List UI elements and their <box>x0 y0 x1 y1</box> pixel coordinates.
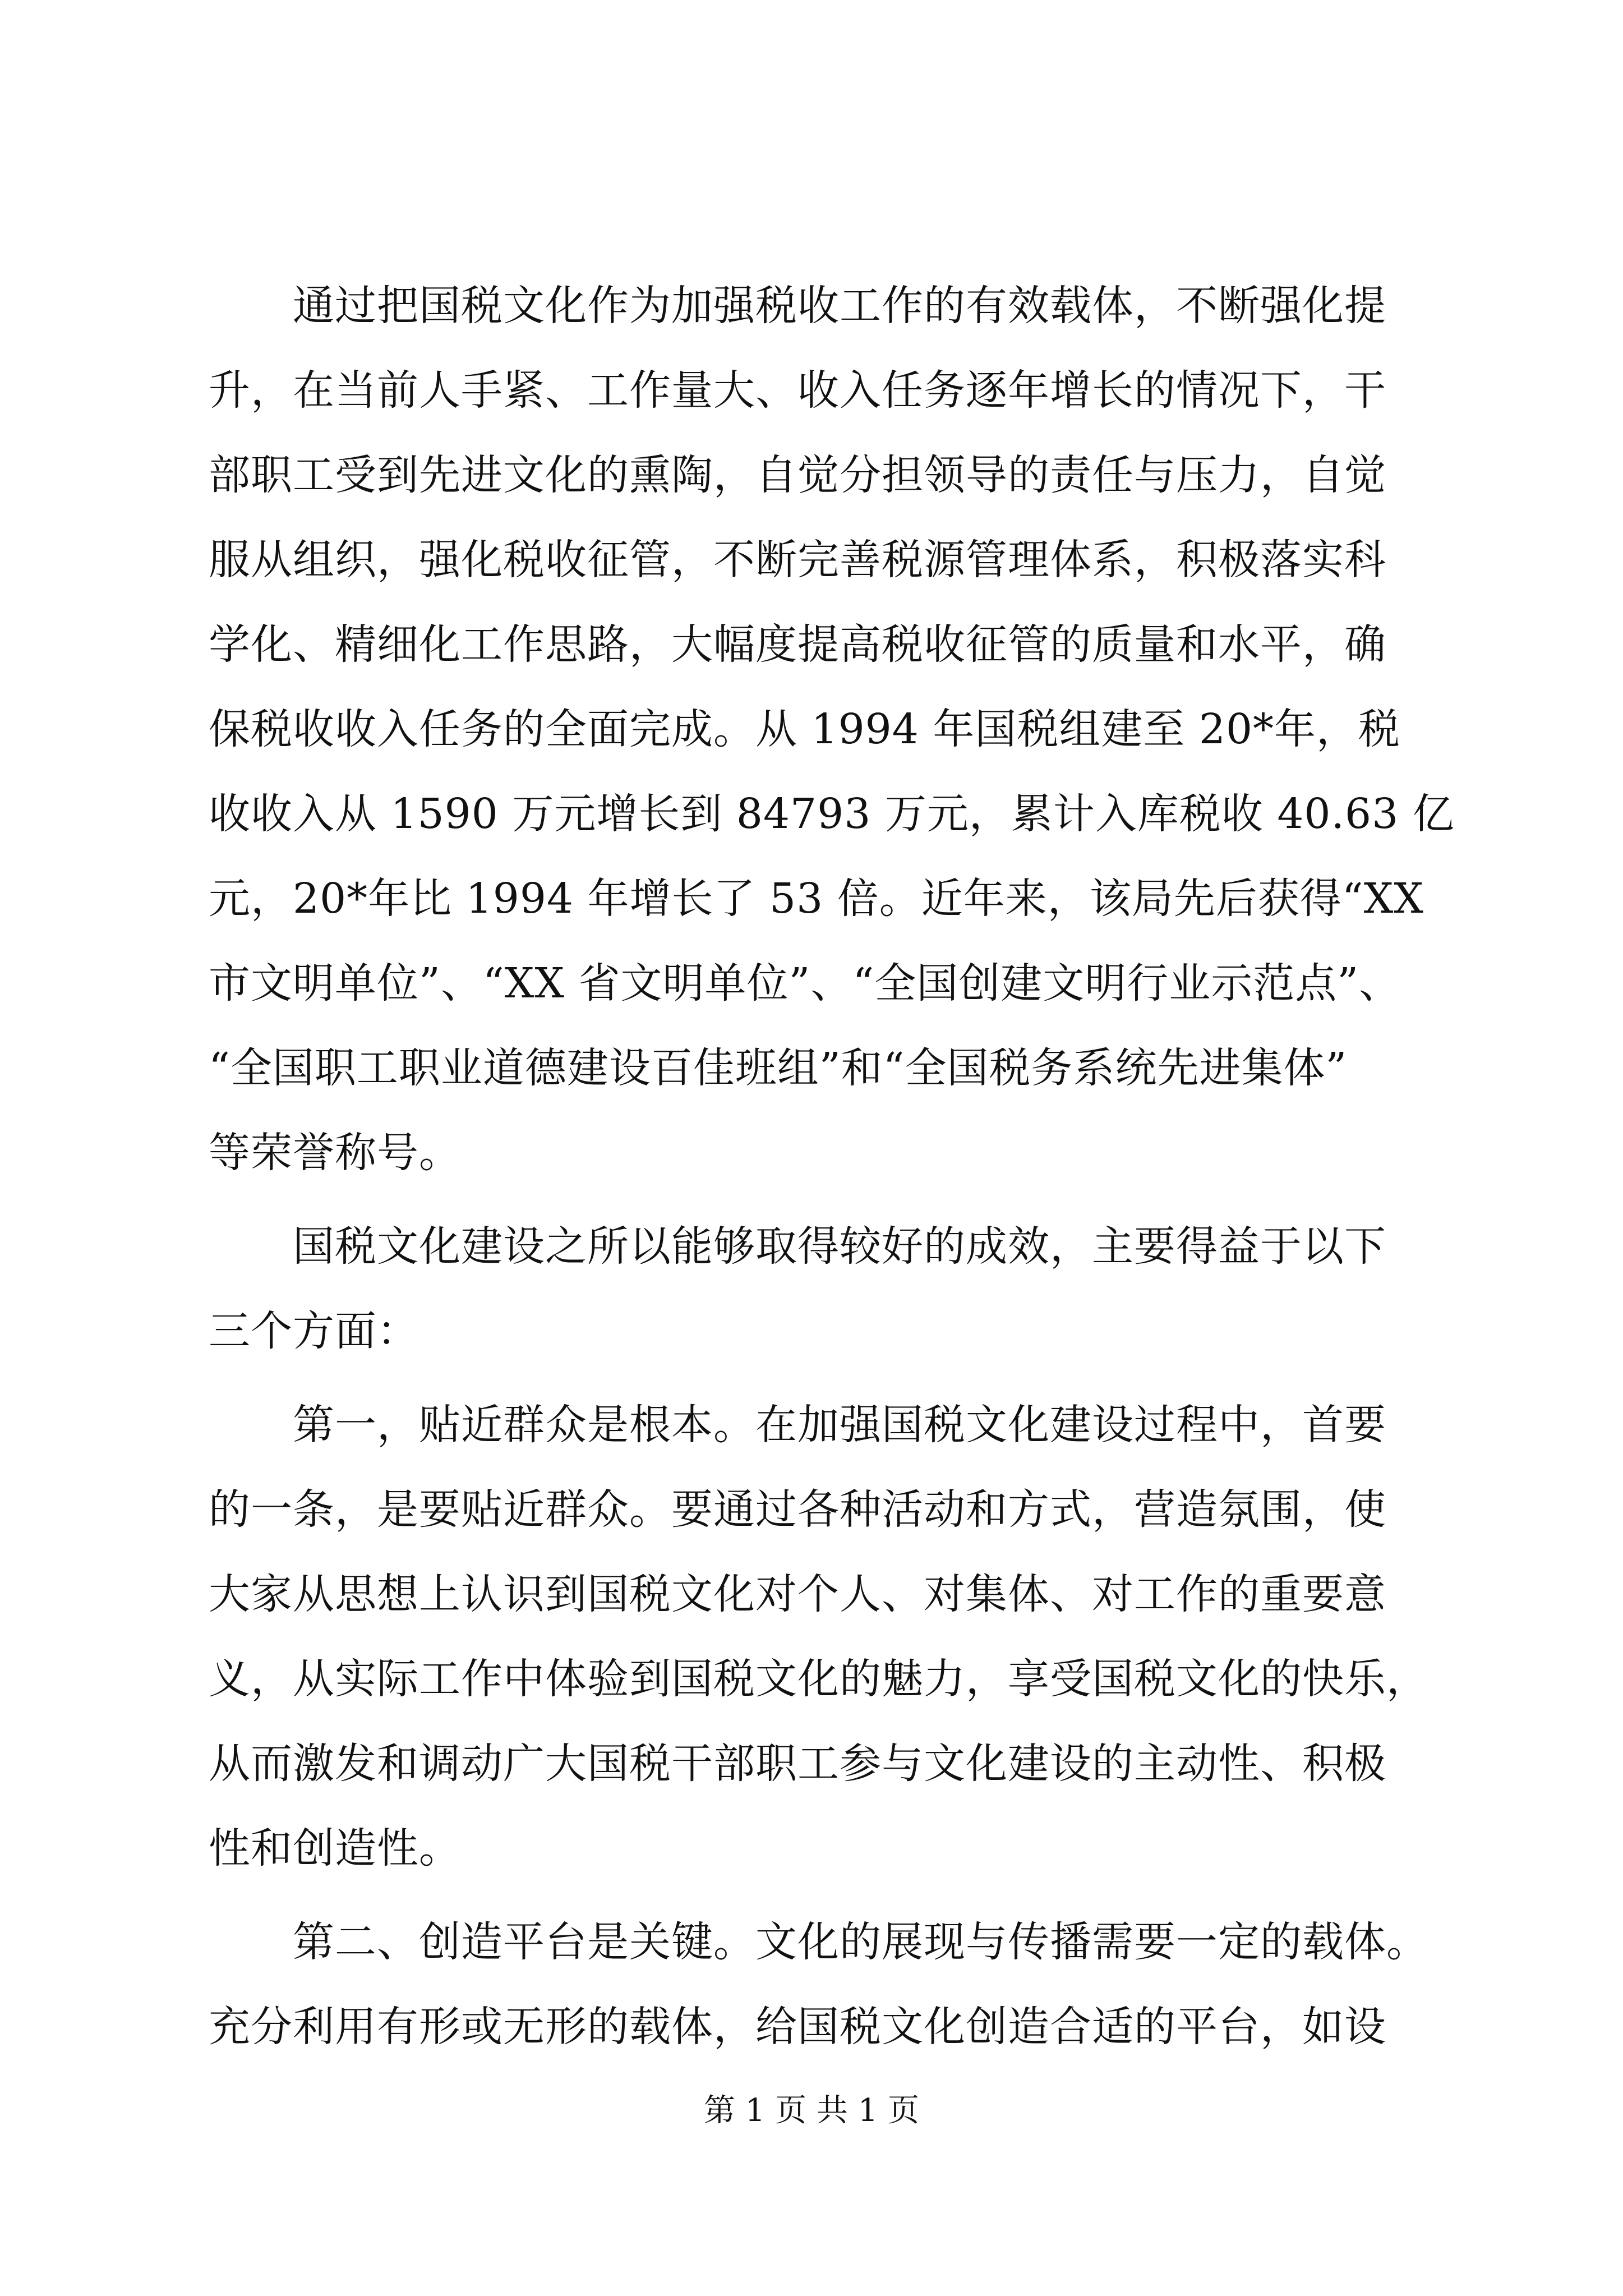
text-line: 的一条，是要贴近群众。要通过各种活动和方式，营造氛围，使 <box>209 1485 1386 1534</box>
text-line: 收收入从 1590 万元增长到 84793 万元，累计入库税收 40.63 亿 <box>209 790 1455 838</box>
text-line: 三个方面： <box>209 1307 419 1355</box>
text-line: 升，在当前人手紧、工作量大、收入任务逐年增长的情况下，干 <box>209 366 1386 415</box>
text-line: 义，从实际工作中体验到国税文化的魅力，享受国税文化的快乐， <box>209 1655 1428 1703</box>
text-line: 性和创造性。 <box>209 1824 461 1872</box>
paragraph-first-point <box>209 1383 1428 1891</box>
text-line: 市文明单位”、“XX 省文明单位”、“全国创建文明行业示范点”、 <box>209 959 1401 1007</box>
text-line: 等荣誉称号。 <box>209 1129 461 1177</box>
text-line: 充分利用有形或无形的载体，给国税文化创造合适的平台，如设 <box>209 2003 1386 2051</box>
text-line: 从而激发和调动广大国税干部职工参与文化建设的主动性、积极 <box>209 1740 1386 1788</box>
paragraph-second-point <box>209 1900 1428 2069</box>
text-line: 部职工受到先进文化的熏陶，自觉分担领导的责任与压力，自觉 <box>209 451 1386 499</box>
text-line: 通过把国税文化作为加强税收工作的有效载体，不断强化提 <box>209 282 1386 330</box>
text-line: 学化、精细化工作思路，大幅度提高税收征管的质量和水平，确 <box>209 620 1386 669</box>
text-line: “全国职工职业道德建设百佳班组”和“全国税务系统先进集体” <box>209 1044 1348 1092</box>
text-line: 第二、创造平台是关键。文化的展现与传播需要一定的载体。 <box>209 1918 1428 1966</box>
text-line: 元，20*年比 1994 年增长了 53 倍。近年来，该局先后获得“XX <box>209 875 1424 923</box>
text-line: 国税文化建设之所以能够取得较好的成效，主要得益于以下 <box>209 1222 1386 1271</box>
text-line: 大家从思想上认识到国税文化对个人、对集体、对工作的重要意 <box>209 1570 1386 1618</box>
paragraph-spacer <box>209 1195 1420 1204</box>
paragraph-tax-culture-results <box>209 264 1455 1195</box>
text-line: 保税收收入任务的全面完成。从 1994 年国税组建至 20*年，税 <box>209 705 1401 753</box>
paragraph-three-aspects <box>209 1204 1420 1374</box>
text-line: 服从组织，强化税收征管，不断完善税源管理体系，积极落实科 <box>209 536 1386 584</box>
paragraph-spacer <box>209 1891 1420 1900</box>
page-footer: 第 1 页 共 1 页 <box>703 2092 920 2129</box>
paragraph-spacer <box>209 1374 1420 1383</box>
text-line: 第一，贴近群众是根本。在加强国税文化建设过程中，首要 <box>209 1401 1386 1449</box>
document-body <box>209 264 1455 2069</box>
